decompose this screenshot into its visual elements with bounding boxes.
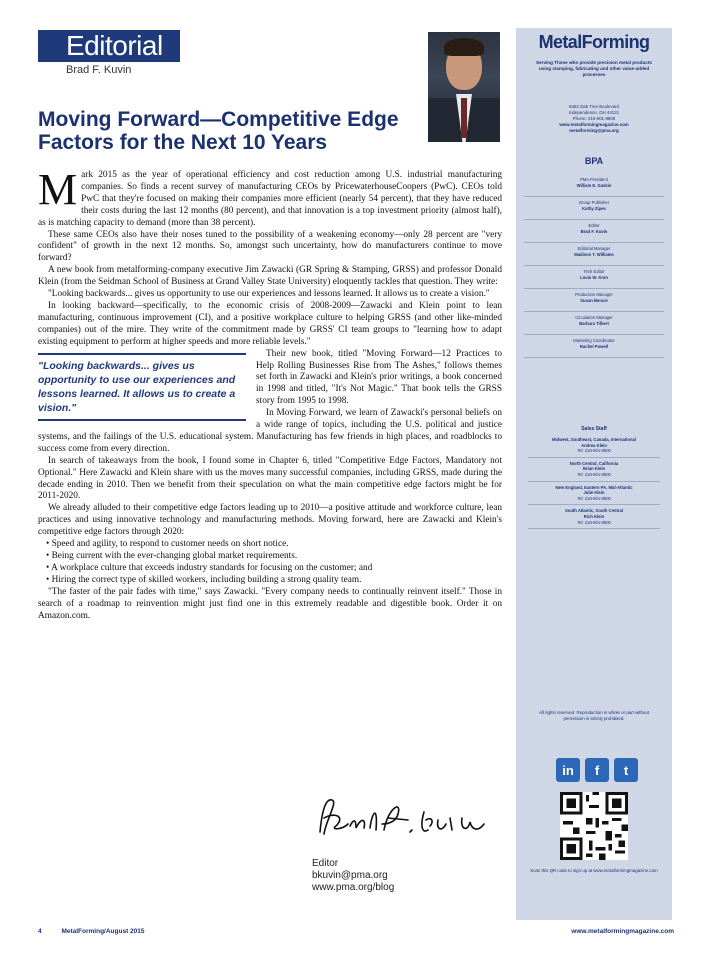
handwritten-signature <box>312 790 502 850</box>
pull-quote: "Looking backwards... gives us opportunity to use our experiences and lessons learned. It allows us to create a vision." <box>38 353 246 421</box>
bpa-logo: BPA <box>584 156 604 166</box>
paragraph: In Moving Forward, we learn of Zawacki's personal beliefs on a wide range of topics, including the U.S. political and justice systems, and the failings of the U.S. educational system. Manufacturing has few friends in high places, and roadblocks to success come from every direction. <box>38 408 502 454</box>
staff-row: Editor Brad F. Kuvin <box>524 220 664 243</box>
list-item: • Hiring the correct type of skilled workers, including building a strong quality team. <box>38 575 502 587</box>
paragraph: Mark 2015 as the year of operational efficiency and cost reduction among U.S. industrial manufacturing companies. So finds a recent survey of manufacturing CEOs by PricewaterhouseCoopers (PwC). CEOs told PwC that they're focused on making their companies more efficient (nearly 54 percent), that they have reduced their costs during the last 12 months (80 percent), and that innovation is a top investment priority (almost half), as is matching capacity to demand (more than 38 percent). <box>38 165 502 228</box>
email-link[interactable]: metalforming@pma.org <box>569 128 619 133</box>
editor-blog[interactable]: www.pma.org/blog <box>312 882 395 893</box>
sales-block: Midwest, Southeast, Canada, International Andrea Klein Tel: 216-901-8800 <box>528 434 660 458</box>
staff-row: Tech Editor Louis W. Kren <box>524 266 664 289</box>
signature-block <box>312 858 394 894</box>
qr-code[interactable] <box>560 792 628 860</box>
paragraph: "The faster of the pair fades with time," says Zawacki. "Every company needs to continually reinvent itself." Those in search of a roadmap to reinvention might just find one in this extremely readable and digestible book. Order it on Amazon.com. <box>38 586 502 621</box>
twitter-icon[interactable]: t <box>614 758 638 782</box>
masthead-sidebar <box>516 28 672 920</box>
list-item: • Being current with the ever-changing global market requirements. <box>38 551 502 563</box>
rights-note: All rights reserved. Reproduction in whole or part without permission is strictly prohibited. <box>538 710 650 721</box>
editor-title: Editor <box>312 858 339 869</box>
sales-block: South Atlantic, South Central Rich Klein Tel: 216-901-8800 <box>528 505 660 529</box>
author-byline: Brad F. Kuvin <box>66 64 132 76</box>
staff-row: Production Manager Susan Bencie <box>524 289 664 312</box>
masthead-color-block <box>38 30 60 62</box>
social-links <box>552 758 642 784</box>
paragraph: A new book from metalforming-company executive Jim Zawacki (GR Spring & Stamping, GRSS) and professor Donald Klein (from the Seidman School of Business at Grand Valley State University) eloquently tackles that question. They write: <box>38 265 502 288</box>
paragraph: Their new book, titled "Moving Forward—12 Practices to Help Rolling Businesses Rise from The Ashes," follows themes set forth in Zawacki and Klein's prior writings, a book concerned in 1998 and titled, "It's Not Magic." That book tells the GRSS story from 1995 to 1998. <box>256 348 502 407</box>
staff-list <box>524 174 664 358</box>
sales-block: New England, Eastern PA, Mid-Atlantic Julie Klein Tel: 216-901-8800 <box>528 482 660 506</box>
linkedin-icon[interactable]: in <box>556 758 580 782</box>
publisher-address: 6363 Oak Tree Boulevard Independence, OH 44131 Phone: 216-901-8800 www.metalformingmagazine.com metalforming@pma.org <box>530 104 658 134</box>
website-link[interactable]: www.metalformingmagazine.com <box>559 122 629 127</box>
sales-list <box>528 434 660 529</box>
editor-email[interactable]: bkuvin@pma.org <box>312 870 388 881</box>
staff-row: Editorial Manager Madison T. Williams <box>524 243 664 266</box>
article-body <box>38 165 502 622</box>
paragraph: In search of takeaways from the book, I found some in Chapter 6, titled "Competitive Edge Factors, Mandatory not Optional." Here Zawacki and Klein share with us the moves many successful companies, including GRSS, made during the decade ending in 2010. Then we benefit from their speculation on what the main competitive edge factors might be for 2011-2020. <box>38 455 502 502</box>
list-item: • Speed and agility, to respond to customer needs on short notice. <box>38 539 502 551</box>
facebook-icon[interactable]: f <box>585 758 609 782</box>
magazine-logo: MetalForming <box>538 32 650 52</box>
footer-left <box>38 928 145 935</box>
magazine-tagline: Serving Those who provide precision metal products using stamping, fabricating and other value-added processes <box>536 60 652 77</box>
page-number: 4 <box>38 928 42 935</box>
section-title: Editorial <box>66 30 163 61</box>
staff-row: Circulation Manager Barbara Tilbert <box>524 312 664 335</box>
sales-block: North Central, California Brian Klein Tel: 216-901-8800 <box>528 458 660 482</box>
factor-list <box>38 539 502 587</box>
drop-cap: M <box>38 165 78 214</box>
paragraph: "Looking backwards... gives us opportunity to use our experiences and lessons learned. It allows us to create a vision." <box>48 289 490 300</box>
staff-row: PMA President William E. Gaskin <box>524 174 664 197</box>
issue-label: MetalForming/August 2015 <box>61 928 145 935</box>
footer-site[interactable]: www.metalformingmagazine.com <box>571 928 674 935</box>
sales-staff-title: Sales Staff <box>581 426 607 432</box>
staff-row: Group Publisher Kathy Zipes <box>524 197 664 220</box>
paragraph: We already alluded to their competitive edge factors leading up to 2010—a positive attitude and workforce culture, lean practices and using innovative technology and manufacturing methods. Moving forward, here are Zawacki and Klein's competitive edge factors through 2020: <box>38 503 502 538</box>
paragraph: These same CEOs also have their noses tuned to the possibility of a weakening economy—only 28 percent are "very confident" of growth in the next 12 months. So, amongst such uncertainty, how do manufacturers continue to move forward? <box>38 229 502 264</box>
qr-caption: Scan this QR code to sign up at www.metalformingmagazine.com <box>530 868 658 873</box>
staff-row: Marketing Coordinator Rachel Powell <box>524 335 664 358</box>
paragraph: In looking backward—specifically, to the economic crisis of 2008-2009—Zawacki and Klein point to lean manufacturing, continuous improvement (CI), and a positive workplace culture to helping GRSS (and other like-minded companies) out of the mire. They write of the commitment made by GRSS' CI team groups to "learning how to adapt existing equipment to perform at higher speeds and more reliable levels." <box>38 300 502 347</box>
author-portrait <box>428 32 500 142</box>
article-headline: Moving Forward—Competitive Edge Factors for the Next 10 Years <box>38 108 399 154</box>
list-item: • A workplace culture that exceeds industry standards for focusing on the customer; and <box>38 563 502 575</box>
